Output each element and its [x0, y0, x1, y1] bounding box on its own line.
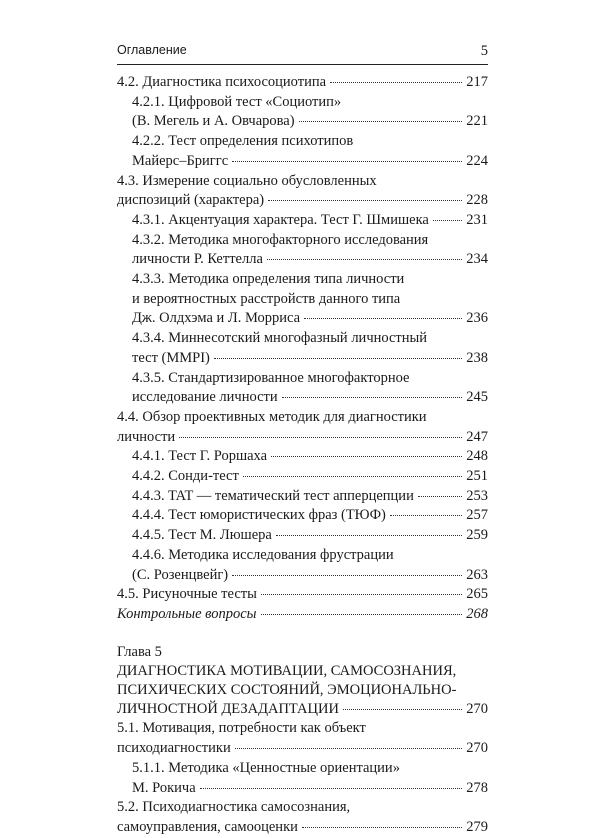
page-header: [117, 41, 488, 63]
toc-entry-text: 5.2. Психодиагностика самосознания,: [117, 799, 351, 816]
toc-entry-text: 4.2.2. Тест определения психотипов: [132, 133, 354, 150]
toc-entry-text: 5.1.1. Методика «Ценностные ориентации»: [132, 759, 400, 776]
toc-entry-text: психодиагностики: [117, 740, 231, 757]
toc-entry: [117, 759, 488, 798]
dot-leader: [343, 709, 462, 710]
chapter-title-text: ЛИЧНОСТНОЙ ДЕЗАДАПТАЦИИ: [117, 701, 339, 718]
toc-entry-text: тест (MMPI): [132, 349, 210, 366]
dot-leader: [299, 121, 463, 122]
toc-page-number: 259: [466, 527, 488, 544]
dot-leader: [268, 200, 462, 201]
toc-page-number: 217: [466, 74, 488, 90]
toc-entry-text: (С. Розенцвейг): [132, 566, 229, 583]
chapter-label: Глава 5: [117, 643, 162, 660]
toc-entry-text: личности: [117, 428, 176, 445]
toc-page-number: 248: [466, 448, 488, 465]
dot-leader: [267, 259, 462, 260]
toc-page-number: 231: [466, 211, 488, 228]
dot-leader: [261, 594, 462, 595]
toc-page-number: 270: [466, 740, 488, 757]
toc-entry-text: 4.3.4. Миннесотский многофазный личностный: [132, 330, 428, 347]
toc-entry: [117, 329, 488, 368]
dot-leader: [200, 788, 463, 789]
toc-entry-text: исследование личности: [132, 389, 278, 406]
dot-leader: [214, 358, 462, 359]
toc-entry: [117, 93, 488, 132]
toc-page-number: 263: [466, 566, 488, 583]
toc-entry: [117, 369, 488, 408]
toc-entry-text: Дж. Олдхэма и Л. Морриса: [132, 310, 301, 327]
chapter-title-text: ДИАГНОСТИКА МОТИВАЦИИ, САМОСОЗНАНИЯ,: [117, 663, 457, 680]
toc-page-number: 265: [466, 586, 488, 603]
toc-entry: [117, 487, 488, 507]
toc-entry-text: 4.2. Диагностика психосоциотипа: [117, 74, 327, 90]
toc-entry: [117, 447, 488, 467]
dot-leader: [179, 437, 462, 438]
table-of-contents: [117, 73, 488, 838]
dot-leader: [302, 827, 462, 828]
toc-page-number: 247: [466, 428, 488, 445]
toc-entry-text: Контрольные вопросы: [117, 605, 257, 622]
toc-entry: [117, 506, 488, 526]
toc-entry-text: 4.4. Обзор проективных методик для диагностики: [117, 408, 427, 425]
toc-page-number: 238: [466, 349, 488, 366]
dot-leader: [232, 575, 462, 576]
dot-leader: [261, 614, 463, 615]
toc-entry: [117, 719, 488, 758]
page-number: 5: [480, 43, 488, 59]
toc-page-number: 234: [466, 251, 488, 268]
toc-page-number: 221: [466, 113, 488, 130]
toc-entry: [117, 172, 488, 211]
toc-entry-text: 4.2.1. Цифровой тест «Социотип»: [132, 93, 342, 110]
toc-page-number: 270: [466, 701, 488, 718]
toc-entry: [117, 408, 488, 447]
chapter-title-text: ПСИХИЧЕСКИХ СОСТОЯНИЙ, ЭМОЦИОНАЛЬНО-: [117, 682, 457, 699]
dot-leader: [418, 496, 462, 497]
toc-entry: [117, 546, 488, 585]
toc-entry-text: М. Рокича: [132, 779, 196, 796]
toc-entry-text: 4.4.3. TAT — тематический тест апперцепции: [132, 487, 414, 504]
toc-page-number: 251: [466, 468, 488, 485]
toc-entry-text: 5.1. Мотивация, потребности как объект: [117, 720, 366, 737]
toc-entry: [117, 526, 488, 546]
toc-page-number: 278: [466, 779, 488, 796]
toc-entry-text: 4.4.6. Методика исследования фрустрации: [132, 546, 394, 563]
toc-entry-text: 4.3.2. Методика многофакторного исследования: [132, 231, 429, 248]
toc-entry-text: Майерс–Бриггс: [132, 152, 229, 169]
toc-entry-text: 4.5. Рисуночные тесты: [117, 586, 257, 603]
toc-page-number: 236: [466, 310, 488, 327]
toc-entry-text: и вероятностных расстройств данного типа: [132, 290, 401, 307]
toc-entry-text: 4.3.3. Методика определения типа личности: [132, 271, 405, 288]
toc-page-number: 253: [466, 487, 488, 504]
dot-leader: [232, 161, 462, 162]
chapter-title: [117, 662, 488, 719]
toc-entry-text: личности Р. Кеттелла: [132, 251, 263, 268]
toc-entry: [117, 585, 488, 605]
dot-leader: [282, 397, 463, 398]
dot-leader: [330, 82, 462, 83]
toc-page-number: 245: [466, 389, 488, 406]
toc-entry-text: 4.3. Измерение социально обусловленных: [117, 172, 377, 189]
dot-leader: [235, 748, 463, 749]
toc-entry-text: 4.4.2. Сонди-тест: [132, 468, 239, 485]
dot-leader: [304, 318, 462, 319]
dot-leader: [390, 515, 462, 516]
toc-page-number: 268: [466, 605, 488, 622]
dot-leader: [271, 456, 462, 457]
toc-entry-text: диспозиций (характера): [117, 192, 265, 209]
dot-leader: [243, 476, 462, 477]
toc-page-number: 224: [466, 152, 488, 169]
toc-entry-text: 4.3.5. Стандартизированное многофакторное: [132, 369, 410, 386]
toc-entry: [117, 270, 488, 329]
toc-entry: [117, 231, 488, 270]
toc-entry-text: 4.4.1. Тест Г. Роршаха: [132, 448, 268, 465]
toc-entry: [117, 605, 488, 625]
toc-entry-text: 4.4.4. Тест юмористических фраз (ТЮФ): [132, 507, 386, 524]
toc-entry: [117, 73, 488, 93]
dot-leader: [433, 220, 462, 221]
toc-entry: [117, 467, 488, 487]
toc-section-chapter-5: [117, 719, 488, 837]
toc-entry-text: 4.4.5. Тест М. Люшера: [132, 527, 272, 544]
toc-entry-text: самоуправления, самооценки: [117, 818, 298, 835]
toc-entry-text: (В. Мегель и А. Овчарова): [132, 113, 295, 130]
toc-entry: [117, 798, 488, 837]
dot-leader: [276, 535, 462, 536]
toc-page-number: 228: [466, 192, 488, 209]
running-title: Оглавление: [117, 43, 187, 57]
toc-entry: [117, 132, 488, 171]
toc-page-number: 279: [466, 818, 488, 835]
toc-entry: [117, 211, 488, 231]
toc-section-chapter-4: [117, 73, 488, 625]
toc-page-number: 257: [466, 507, 488, 524]
toc-entry-text: 4.3.1. Акцентуация характера. Тест Г. Шмишека: [132, 211, 429, 228]
header-rule: [117, 64, 488, 65]
